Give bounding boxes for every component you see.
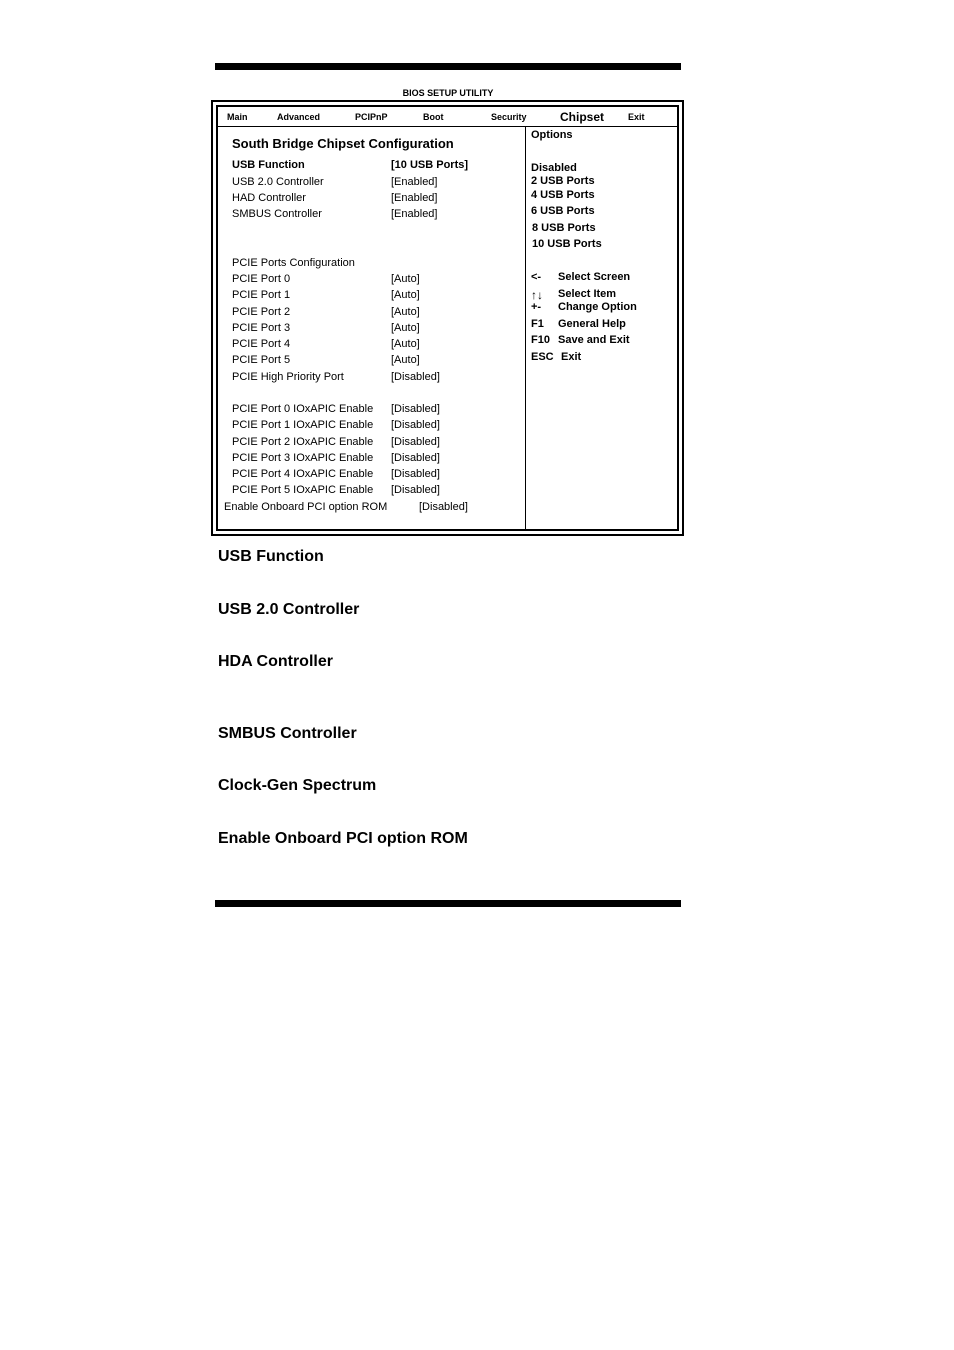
setting-value-pcie-port-2[interactable]: [Auto] — [391, 306, 420, 318]
setting-value-had-controller[interactable]: [Enabled] — [391, 192, 438, 204]
setting-label-pcie-port-0[interactable]: PCIE Port 0 — [232, 273, 291, 285]
help-option: 6 USB Ports — [531, 205, 595, 217]
setting-value-ioxapic-1[interactable]: [Disabled] — [391, 419, 440, 431]
setting-value-onboard-pci-rom[interactable]: [Disabled] — [419, 501, 468, 513]
setting-label-pcie-ports-config: PCIE Ports Configuration — [232, 257, 355, 269]
setting-value-ioxapic-2[interactable]: [Disabled] — [391, 436, 440, 448]
setting-value-pcie-high-priority[interactable]: [Disabled] — [391, 371, 440, 383]
top-rule — [215, 63, 681, 70]
setting-label-pcie-port-2[interactable]: PCIE Port 2 — [232, 306, 291, 318]
key-plus-minus: +- — [531, 301, 542, 313]
setting-label-ioxapic-3[interactable]: PCIE Port 3 IOxAPIC Enable — [232, 452, 374, 464]
setting-label-pcie-high-priority[interactable]: PCIE High Priority Port — [232, 371, 344, 383]
heading-onboard-pci-rom: Enable Onboard PCI option ROM — [218, 830, 468, 847]
setting-value-usb20-controller[interactable]: [Enabled] — [391, 176, 438, 188]
menu-security[interactable]: Security — [491, 112, 527, 122]
key-desc-select-item: Select Item — [558, 288, 617, 300]
setting-value-ioxapic-4[interactable]: [Disabled] — [391, 468, 440, 480]
key-left-arrow: <- — [531, 271, 542, 283]
setting-value-ioxapic-3[interactable]: [Disabled] — [391, 452, 440, 464]
menu-pcipnp[interactable]: PCIPnP — [355, 112, 388, 122]
setting-label-onboard-pci-rom[interactable]: Enable Onboard PCI option ROM — [224, 501, 388, 513]
setting-label-ioxapic-2[interactable]: PCIE Port 2 IOxAPIC Enable — [232, 436, 374, 448]
setting-label-ioxapic-4[interactable]: PCIE Port 4 IOxAPIC Enable — [232, 468, 374, 480]
menu-bar — [218, 107, 677, 127]
setting-value-pcie-port-0[interactable]: [Auto] — [391, 273, 420, 285]
setting-label-smbus-controller[interactable]: SMBUS Controller — [232, 208, 322, 220]
setting-value-pcie-port-4[interactable]: [Auto] — [391, 338, 420, 350]
heading-smbus-controller: SMBUS Controller — [218, 725, 357, 742]
help-option: 10 USB Ports — [532, 238, 602, 250]
help-title: Options — [531, 129, 573, 141]
menu-advanced[interactable]: Advanced — [277, 112, 321, 122]
key-desc-select-screen: Select Screen — [558, 271, 631, 283]
help-option: 8 USB Ports — [532, 222, 596, 234]
bottom-rule — [215, 900, 681, 907]
key-desc-save-exit: Save and Exit — [558, 334, 630, 346]
heading-usb-function: USB Function — [218, 548, 324, 565]
menu-chipset[interactable]: Chipset — [560, 110, 605, 124]
panel-divider — [525, 127, 526, 529]
setting-label-ioxapic-1[interactable]: PCIE Port 1 IOxAPIC Enable — [232, 419, 374, 431]
heading-usb20-controller: USB 2.0 Controller — [218, 601, 360, 618]
menu-main[interactable]: Main — [227, 112, 248, 122]
heading-hda-controller: HDA Controller — [218, 653, 333, 670]
key-up-down-arrows: ↑↓ — [531, 288, 543, 302]
key-desc-change-option: Change Option — [558, 301, 637, 313]
key-desc-general-help: General Help — [558, 318, 626, 330]
setting-label-usb20-controller[interactable]: USB 2.0 Controller — [232, 176, 324, 188]
setting-label-pcie-port-4[interactable]: PCIE Port 4 — [232, 338, 291, 350]
heading-clock-gen-spectrum: Clock-Gen Spectrum — [218, 777, 377, 794]
setting-label-had-controller[interactable]: HAD Controller — [232, 192, 306, 204]
setting-value-ioxapic-0[interactable]: [Disabled] — [391, 403, 440, 415]
setting-label-pcie-port-1[interactable]: PCIE Port 1 — [232, 289, 291, 301]
setting-label-pcie-port-5[interactable]: PCIE Port 5 — [232, 354, 291, 366]
setting-value-pcie-port-1[interactable]: [Auto] — [391, 289, 420, 301]
setting-value-pcie-port-3[interactable]: [Auto] — [391, 322, 420, 334]
setting-label-ioxapic-0[interactable]: PCIE Port 0 IOxAPIC Enable — [232, 403, 374, 415]
setting-value-ioxapic-5[interactable]: [Disabled] — [391, 484, 440, 496]
key-f10: F10 — [531, 334, 550, 346]
section-title: South Bridge Chipset Configuration — [232, 136, 454, 151]
setting-label-pcie-port-3[interactable]: PCIE Port 3 — [232, 322, 291, 334]
menu-boot[interactable]: Boot — [423, 112, 444, 122]
setting-label-ioxapic-5[interactable]: PCIE Port 5 IOxAPIC Enable — [232, 484, 374, 496]
help-option: 2 USB Ports — [531, 175, 595, 187]
setting-value-pcie-port-5[interactable]: [Auto] — [391, 354, 420, 366]
key-f1: F1 — [531, 318, 544, 330]
bios-title: BIOS SETUP UTILITY — [402, 88, 494, 98]
setting-label-usb-function[interactable]: USB Function — [232, 159, 305, 171]
help-option: 4 USB Ports — [531, 189, 595, 201]
key-esc: ESC — [531, 351, 554, 363]
setting-value-usb-function[interactable]: [10 USB Ports] — [391, 159, 469, 171]
menu-exit[interactable]: Exit — [628, 112, 645, 122]
setting-value-smbus-controller[interactable]: [Enabled] — [391, 208, 438, 220]
help-option: Disabled — [531, 162, 577, 174]
key-desc-exit: Exit — [561, 351, 582, 363]
